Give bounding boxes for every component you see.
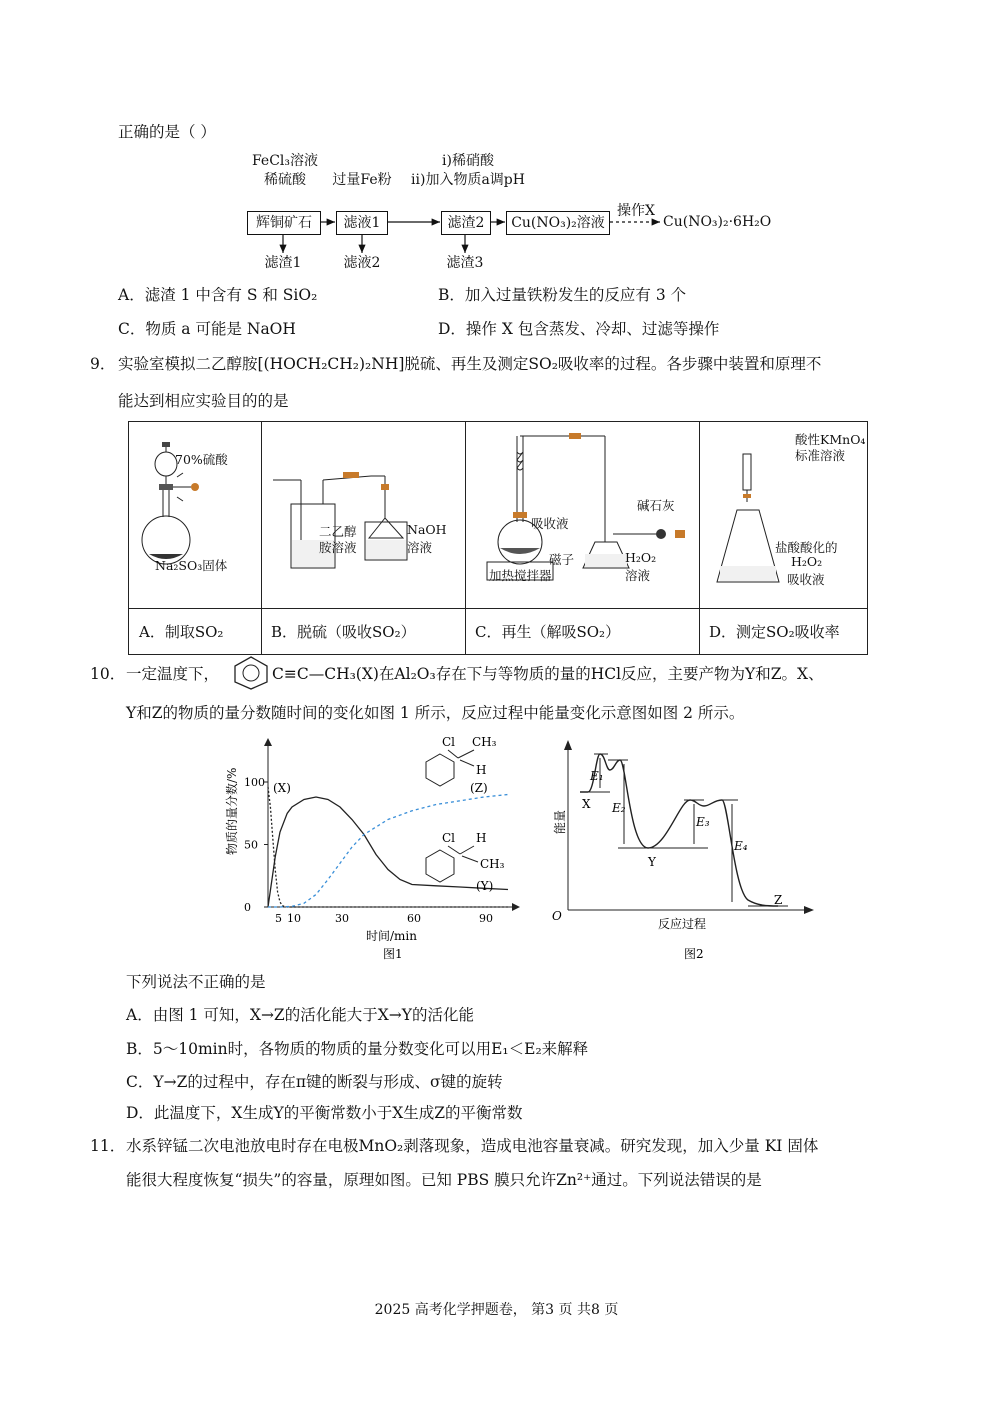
caption-d: D．测定SO₂吸收率 [699, 608, 867, 655]
label-soda-lime: 碱石灰 [637, 498, 675, 513]
label-naoh-2: 溶液 [407, 540, 433, 555]
flow-out-residue3: 滤渣3 [446, 255, 484, 271]
q10-option-b[interactable]: B．5～10min时，各物质的物质的量分数变化可以用E₁＜E₂来解释 [126, 1040, 589, 1058]
q9-panel-b[interactable] [261, 422, 466, 654]
page-footer: 2025 高考化学押题卷， 第3 页 共8 页 [374, 1302, 619, 1318]
fig1-xtick-label: 5 [275, 912, 282, 925]
flow-box-filtrate1: 滤液1 [336, 211, 388, 235]
fig1-ytick-label: 50 [244, 838, 258, 852]
flow-out-filtrate2: 滤液2 [343, 255, 381, 271]
flow-reagent3-line2: ii)加入物质a调pH [411, 172, 525, 188]
label-amine-2: 胺溶液 [319, 540, 357, 555]
label-stir-bar: 磁子 [549, 552, 575, 567]
benzene-ring-icon [230, 655, 272, 691]
z-h: H [476, 763, 487, 777]
flow-reagent1-line2: 稀硫酸 [264, 172, 306, 188]
label-na2so3: Na₂SO₃固体 [155, 558, 228, 573]
q9-stem-line1: 实验室模拟二乙醇胺[(HOCH₂CH₂)₂NH]脱硫、再生及测定SO₂吸收率的过程。各步骤中装置和原理不 [118, 355, 822, 373]
flow-out-residue1: 滤渣1 [264, 255, 302, 271]
label-naoh-1: NaOH [407, 522, 447, 537]
q9-panel-d[interactable] [699, 422, 867, 654]
label-kmno4-2: 标准溶液 [795, 448, 846, 463]
q10-option-a[interactable]: A．由图 1 可知，X→Z的活化能大于X→Y的活化能 [126, 1006, 474, 1024]
q9-panel-a[interactable] [129, 422, 262, 654]
flow-box-ore: 辉铜矿石 [247, 211, 321, 235]
fig1-ylabel: 物质的量分数/% [225, 767, 239, 855]
fig1-xtick-label: 90 [479, 912, 493, 925]
label-hcl-1: 盐酸酸化的 [775, 540, 838, 555]
q10-option-c[interactable]: C．Y→Z的过程中，存在π键的断裂与形成、σ键的旋转 [126, 1073, 503, 1091]
apparatus-b-drawing [261, 422, 465, 608]
flow-box-cu-nitrate: Cu(NO₃)₂溶液 [506, 211, 610, 235]
label-h2o2-2: 溶液 [625, 568, 651, 583]
q11-number: 11． [90, 1137, 126, 1155]
fig1-label-x: (X) [273, 781, 291, 795]
fig2-label-e2: E₂ [612, 801, 626, 815]
label-hcl-2: H₂O₂ [791, 554, 823, 569]
fig1-label-z: (Z) [470, 781, 488, 795]
fig1-xtick-label: 10 [287, 912, 301, 925]
fig2-origin: O [552, 909, 562, 923]
fig1-label-y: (Y) [476, 879, 494, 893]
q9-apparatus-table [128, 421, 868, 655]
flow-reagent2: 过量Fe粉 [332, 172, 392, 188]
q9-stem-line2: 能达到相应实验目的的是 [118, 392, 289, 410]
y-benzene-icon [426, 850, 454, 882]
fig1-caption: 图1 [383, 947, 403, 961]
fig2-ylabel: 能量 [553, 809, 567, 834]
q10-stem-line1-a: 一定温度下， [126, 665, 220, 683]
flow-arrows [240, 190, 680, 260]
label-amine-1: 二乙醇 [319, 524, 357, 539]
flow-op-label: 操作X [617, 203, 655, 219]
fig1-xtick-label: 60 [407, 912, 421, 925]
label-70-sulfuric: 70%硫酸 [175, 452, 228, 467]
q10-option-d[interactable]: D．此温度下，X生成Y的平衡常数小于X生成Z的平衡常数 [126, 1104, 523, 1122]
q11-stem-line2: 能很大程度恢复“损失”的容量，原理如图。已知 PBS 膜只允许Zn²⁺通过。下列说法错误的是 [126, 1171, 762, 1189]
fig1-xlabel: 时间/min [366, 929, 417, 943]
fig2-label-e1: E₁ [590, 769, 604, 783]
caption-c: C．再生（解吸SO₂） [465, 608, 699, 655]
fig1-series-y [268, 797, 508, 907]
label-h2o2-1: H₂O₂ [625, 550, 657, 565]
fig2-label-e3: E₃ [696, 815, 710, 829]
y-h: H [476, 831, 487, 845]
label-heater: 加热搅拌器 [489, 568, 552, 583]
z-cl: Cl [442, 735, 456, 749]
z-benzene-icon [426, 754, 454, 786]
flow-product: Cu(NO₃)₂·6H₂O [663, 214, 772, 230]
label-kmno4-1: 酸性KMnO₄ [795, 432, 866, 447]
fig2-energy-curve [580, 754, 778, 906]
fig2-caption: 图2 [684, 947, 704, 961]
fig1-series-z [268, 795, 508, 908]
q10-number: 10． [90, 665, 126, 683]
label-hcl-3: 吸收液 [787, 572, 825, 587]
fig2-label-y: Y [648, 855, 656, 869]
q8-option-c[interactable]: C．物质 a 可能是 NaOH [118, 320, 296, 338]
y-cl: Cl [442, 831, 456, 845]
fig2-label-x: X [582, 797, 591, 811]
fig2-energy-diagram [548, 730, 820, 962]
q8-option-d[interactable]: D．操作 X 包含蒸发、冷却、过滤等操作 [438, 320, 720, 338]
flow-box-residue2: 滤渣2 [441, 211, 491, 235]
fig1-ytick-label: 100 [244, 776, 265, 789]
fig1-chart [218, 730, 530, 962]
z-ch3: CH₃ [472, 735, 497, 749]
y-ch3: CH₃ [480, 857, 505, 871]
fig1-xtick-label: 30 [335, 912, 349, 925]
flow-reagent3-line1: i)稀硝酸 [442, 153, 494, 169]
q8-stem-tail: 正确的是（ ） [118, 123, 216, 141]
fig1-ytick-label: 0 [244, 901, 251, 914]
flow-reagent1-line1: FeCl₃溶液 [251, 153, 319, 169]
fig2-xlabel: 反应过程 [658, 917, 707, 931]
label-absorb: 吸收液 [531, 516, 569, 531]
q10-stem-line1-b: C≡C—CH₃(X)在Al₂O₃存在下与等物质的量的HCl反应，主要产物为Y和Z。X、 [272, 665, 824, 683]
q11-stem-line1: 水系锌锰二次电池放电时存在电极MnO₂剥落现象，造成电池容量衰减。研究发现，加入少量 KI 固体 [126, 1137, 819, 1155]
q10-stem-line2: Y和Z的物质的量分数随时间的变化如图 1 所示，反应过程中能量变化示意图如图 2 所示。 [126, 704, 745, 722]
caption-b: B．脱硫（吸收SO₂） [261, 608, 465, 655]
caption-a: A．制取SO₂ [129, 608, 261, 655]
q8-option-b[interactable]: B．加入过量铁粉发生的反应有 3 个 [438, 286, 687, 304]
fig2-label-z: Z [774, 893, 783, 907]
q9-panel-c[interactable] [465, 422, 700, 654]
fig2-label-e4: E₄ [734, 839, 748, 853]
q9-number: 9． [90, 355, 116, 373]
q10-sub-stem: 下列说法不正确的是 [126, 973, 266, 991]
q8-option-a[interactable]: A．滤渣 1 中含有 S 和 SiO₂ [118, 286, 318, 304]
